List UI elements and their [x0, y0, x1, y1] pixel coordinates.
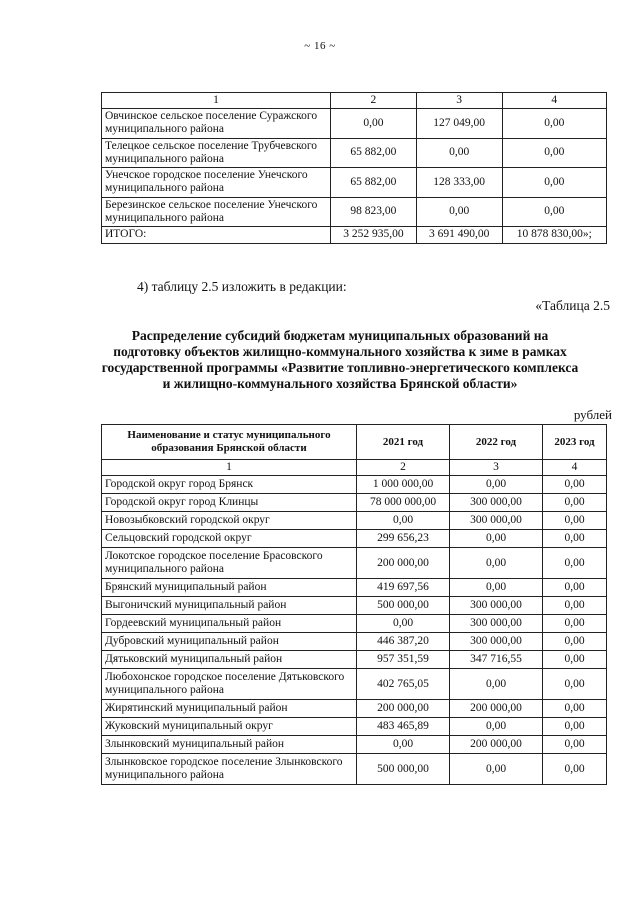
municipality-cell: Злынковский муниципальный район	[102, 736, 357, 754]
value-2023-cell: 0,00	[543, 494, 607, 512]
value-2022-cell: 300 000,00	[450, 633, 543, 651]
value-2022-cell: 0,00	[450, 718, 543, 736]
value-2022-cell: 0,00	[416, 197, 502, 226]
municipality-cell: Злынковское городское поселение Злынковского муниципального района	[102, 754, 357, 785]
value-2021-cell: 98 823,00	[331, 197, 417, 226]
table-row	[102, 615, 607, 633]
value-2021-cell: 402 765,05	[357, 669, 450, 700]
table-row	[102, 579, 607, 597]
header-2021: 2021 год	[357, 425, 450, 460]
table-header-row	[102, 93, 607, 109]
column-number: 4	[502, 93, 607, 109]
municipality-cell: Гордеевский муниципальный район	[102, 615, 357, 633]
value-2021-cell: 78 000 000,00	[357, 494, 450, 512]
value-2022-cell: 300 000,00	[450, 512, 543, 530]
table-row	[102, 168, 607, 197]
value-2022-cell: 0,00	[450, 579, 543, 597]
value-2022-cell: 128 333,00	[416, 168, 502, 197]
column-number: 2	[357, 460, 450, 476]
value-2023-cell: 0,00	[543, 512, 607, 530]
page-number: ~ 16 ~	[304, 40, 336, 52]
table-row	[102, 597, 607, 615]
value-2023-cell: 0,00	[543, 548, 607, 579]
column-number: 2	[331, 93, 417, 109]
table-reference: «Таблица 2.5	[535, 298, 610, 313]
value-2023-cell: 0,00	[543, 651, 607, 669]
value-2022-cell: 300 000,00	[450, 615, 543, 633]
table-row	[102, 651, 607, 669]
value-2021-cell: 65 882,00	[331, 138, 417, 167]
value-2021-cell: 0,00	[331, 109, 417, 138]
value-2021-cell: 200 000,00	[357, 700, 450, 718]
header-2023: 2023 год	[543, 425, 607, 460]
table-title: Распределение субсидий бюджетам муниципальных образований на подготовку объектов жилищно-коммунального хозяйства к зиме в рамках государственной программы «Развитие топливно-энергетического комплекса и жилищно-коммунального хозяйства Брянской области»	[101, 328, 579, 391]
table-row	[102, 109, 607, 138]
table-row	[102, 494, 607, 512]
column-number: 4	[543, 460, 607, 476]
value-2021-cell: 957 351,59	[357, 651, 450, 669]
value-2023-cell: 0,00	[543, 718, 607, 736]
value-2021-cell: 0,00	[357, 736, 450, 754]
table-row	[102, 548, 607, 579]
table-row	[102, 754, 607, 785]
table-row	[102, 736, 607, 754]
value-2022-cell: 0,00	[416, 138, 502, 167]
table-header-row	[102, 425, 607, 460]
table-row	[102, 700, 607, 718]
value-2023-cell: 0,00	[543, 633, 607, 651]
header-2022: 2022 год	[450, 425, 543, 460]
value-2021-cell: 419 697,56	[357, 579, 450, 597]
value-2023-cell: 0,00	[543, 476, 607, 494]
municipality-cell: Березинское сельское поселение Унечского муниципального района	[102, 197, 331, 226]
column-number: 1	[102, 93, 331, 109]
value-2021-cell: 1 000 000,00	[357, 476, 450, 494]
municipality-cell: Дубровский муниципальный район	[102, 633, 357, 651]
table-row	[102, 633, 607, 651]
municipality-cell: Овчинское сельское поселение Суражского муниципального района	[102, 109, 331, 138]
municipality-cell: Брянский муниципальный район	[102, 579, 357, 597]
municipality-cell: Новозыбковский городской округ	[102, 512, 357, 530]
value-2022-cell: 200 000,00	[450, 700, 543, 718]
currency-unit: рублей	[573, 407, 612, 422]
value-2021-cell: 0,00	[357, 512, 450, 530]
value-2023-cell: 0,00	[543, 597, 607, 615]
value-2023-cell: 0,00	[502, 197, 607, 226]
value-2022-cell: 0,00	[450, 669, 543, 700]
column-number: 3	[416, 93, 502, 109]
value-2023-cell: 0,00	[543, 530, 607, 548]
continued-table	[101, 92, 607, 244]
municipality-cell: Сельцовский городской округ	[102, 530, 357, 548]
column-number: 1	[102, 460, 357, 476]
table-row	[102, 530, 607, 548]
table-row	[102, 718, 607, 736]
table-row	[102, 138, 607, 167]
table-row	[102, 476, 607, 494]
value-2022-cell: 347 716,55	[450, 651, 543, 669]
total-2022: 3 691 490,00	[416, 226, 502, 243]
table-row	[102, 669, 607, 700]
total-2023: 10 878 830,00»;	[502, 226, 607, 243]
value-2022-cell: 300 000,00	[450, 494, 543, 512]
value-2021-cell: 0,00	[357, 615, 450, 633]
municipality-cell: Жуковский муниципальный округ	[102, 718, 357, 736]
value-2022-cell: 300 000,00	[450, 597, 543, 615]
value-2023-cell: 0,00	[543, 669, 607, 700]
value-2022-cell: 0,00	[450, 754, 543, 785]
municipality-cell: Городской округ город Клинцы	[102, 494, 357, 512]
column-number-row	[102, 460, 607, 476]
table-row	[102, 197, 607, 226]
municipality-cell: Жирятинский муниципальный район	[102, 700, 357, 718]
header-municipality: Наименование и статус муниципального образования Брянской области	[102, 425, 357, 460]
value-2021-cell: 200 000,00	[357, 548, 450, 579]
subsidy-table	[101, 424, 607, 785]
municipality-cell: Локотское городское поселение Брасовского муниципального района	[102, 548, 357, 579]
value-2021-cell: 483 465,89	[357, 718, 450, 736]
table-row	[102, 512, 607, 530]
value-2021-cell: 446 387,20	[357, 633, 450, 651]
value-2023-cell: 0,00	[543, 700, 607, 718]
value-2023-cell: 0,00	[543, 579, 607, 597]
value-2022-cell: 200 000,00	[450, 736, 543, 754]
value-2021-cell: 65 882,00	[331, 168, 417, 197]
value-2022-cell: 127 049,00	[416, 109, 502, 138]
value-2023-cell: 0,00	[543, 615, 607, 633]
value-2021-cell: 299 656,23	[357, 530, 450, 548]
value-2021-cell: 500 000,00	[357, 597, 450, 615]
value-2021-cell: 500 000,00	[357, 754, 450, 785]
value-2022-cell: 0,00	[450, 530, 543, 548]
value-2023-cell: 0,00	[543, 754, 607, 785]
total-label: ИТОГО:	[102, 226, 331, 243]
column-number: 3	[450, 460, 543, 476]
municipality-cell: Любохонское городское поселение Дятьковского муниципального района	[102, 669, 357, 700]
value-2023-cell: 0,00	[502, 168, 607, 197]
amendment-paragraph: 4) таблицу 2.5 изложить в редакции:	[137, 279, 347, 294]
municipality-cell: Городской округ город Брянск	[102, 476, 357, 494]
value-2023-cell: 0,00	[543, 736, 607, 754]
municipality-cell: Дятьковский муниципальный район	[102, 651, 357, 669]
value-2022-cell: 0,00	[450, 476, 543, 494]
municipality-cell: Унечское городское поселение Унечского муниципального района	[102, 168, 331, 197]
value-2023-cell: 0,00	[502, 109, 607, 138]
total-2021: 3 252 935,00	[331, 226, 417, 243]
total-row	[102, 226, 607, 243]
municipality-cell: Выгоничский муниципальный район	[102, 597, 357, 615]
value-2023-cell: 0,00	[502, 138, 607, 167]
value-2022-cell: 0,00	[450, 548, 543, 579]
municipality-cell: Телецкое сельское поселение Трубчевского муниципального района	[102, 138, 331, 167]
